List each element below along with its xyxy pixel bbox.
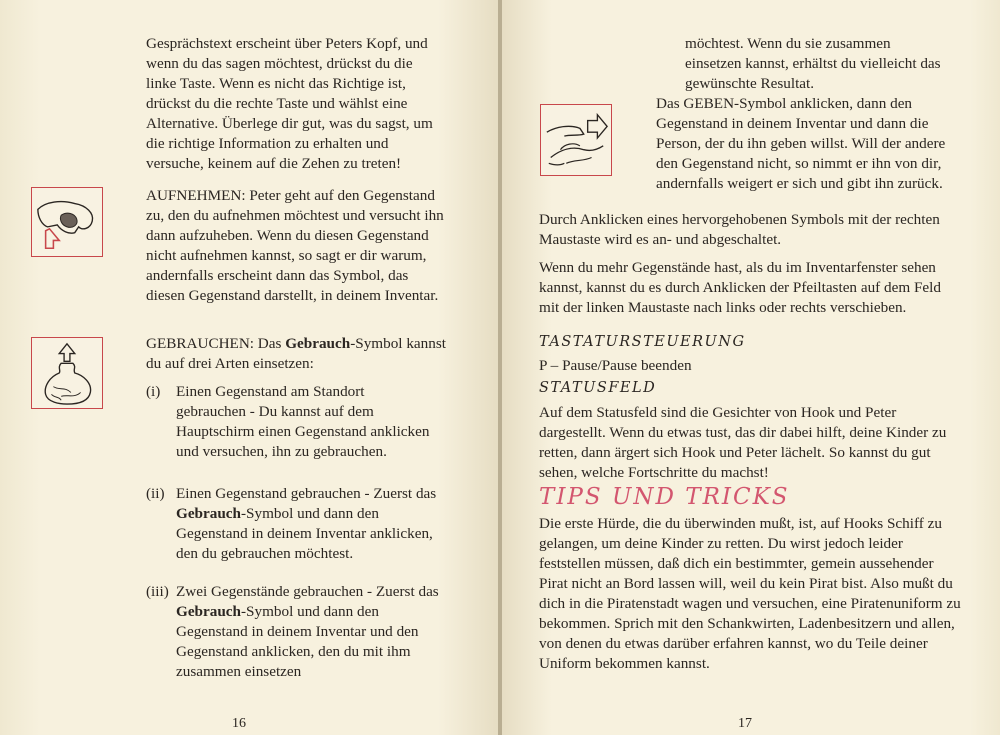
list-item [176,484,438,564]
item-marker: (i) [146,383,161,400]
gebrauch-bold: Gebrauch [285,335,351,352]
page-number: 17 [738,716,752,731]
list-item [176,382,438,462]
right-page [502,0,1000,735]
inventar-paragraph: Wenn du mehr Gegenstände hast, als du im Inventarfenster sehen kannst, kannst du es durch Anklicken der Pfeiltasten auf dem Feld mit der linken Maustaste nach links oder rechts verschieben. [539,259,941,316]
left-page [0,0,498,735]
item-text: Zwei Gegenstände gebrauchen - Zuerst das [176,583,439,600]
tips-text: Die erste Hürde, die du überwinden mußt, ist, auf Hooks Schiff zu gelangen, um deine Kinder zu retten. Du wirst jedoch leider feststellen müssen, daß dich ein bestimmter, gemein aussehender Pirat nicht an Bord lassen will, weil du kein Pirat bist. Also mußt du dich in die Piratenstadt wagen und versuchen, eine Piratenuniform zu bekommen. Sprich mit den Schankwirten, Ladenbesitzern und allen, von denen du etwas darüber erfahren kannst, wo du Teile deiner Uniform bekommen kannst. [539,515,961,672]
geben-paragraph: Das GEBEN-Symbol anklicken, dann den Gegenstand in deinem Inventar und dann die Person, der du ihn geben willst. Will der andere den Gegenstand nicht, so nimmt er ihn von dir, andernfalls weigert er sich und gibt ihn zurück. [656,95,946,192]
continued-paragraph: möchtest. Wenn du sie zusammen einsetzen kannst, erhältst du vielleicht das gewünschte Resultat. [685,35,941,92]
tips-heading: TIPS UND TRICKS [539,484,790,510]
tastatur-text: P – Pause/Pause beenden [539,357,692,374]
tastatur-heading: TASTATURSTEUERUNG [539,334,746,350]
item-bold: Gebrauch [176,505,241,522]
item-bold: Gebrauch [176,603,241,620]
list-item [176,582,444,682]
use-sack-icon [31,337,103,409]
gebrauchen-paragraph [146,334,446,374]
statusfeld-text: Auf dem Statusfeld sind die Gesichter von Hook und Peter dargestellt. Wenn du etwas tust, das dir dabei hilft, deine Kinder zu retten, dann ärgert sich Hook und Peter lächelt. So kannst du gut sehen, welche Fortschritte du machst! [539,404,947,481]
aufnehmen-paragraph: AUFNEHMEN: Peter geht auf den Gegenstand zu, den du aufnehmen möchtest und versucht ihn dann aufzuheben. Wenn du diesen Gegenstand nicht aufnehmen kannst, so sagt er dir warum, andernfalls erscheint dann das Symbol, das diesen Gegenstand darstellt, in deinem Inventar. [146,187,444,304]
item-marker: (ii) [146,485,165,502]
pick-up-hand-icon [31,187,103,257]
item-text-b: -Symbol und dann den Gegenstand in deinem Inventar und den Gegenstand anklicken, den du mit ihm zusammen einsetzen [176,603,419,680]
intro-paragraph: Gesprächstext erscheint über Peters Kopf, und wenn du das sagen möchtest, drückst du die linke Taste. Wenn es nicht das Richtige ist, drückst du die rechte Taste und wählst eine Alternative. Überlege dir gut, was du sagst, um die richtige Information zu erhalten und versuche, keinem auf die Zehen zu treten! [146,35,433,172]
item-text-b: -Symbol und dann den Gegenstand in deinem Inventar anklicken, den du gebrauchen möchtest. [176,505,433,562]
gebrauchen-prefix: GEBRAUCHEN: Das [146,335,286,352]
toggle-paragraph: Durch Anklicken eines hervorgehobenen Symbols mit der rechten Maustaste wird es an- und abgeschaltet. [539,211,940,248]
item-text: Einen Gegenstand gebrauchen - Zuerst das [176,485,437,502]
statusfeld-heading: STATUSFELD [539,380,657,396]
item-text: Einen Gegenstand am Standort gebrauchen - Du kannst auf dem Hauptschirm einen Gegenstand anklicken und versuchen, ihn zu gebrauchen. [176,383,430,460]
item-marker: (iii) [146,583,169,600]
give-hands-icon [540,104,612,176]
gebrauchen-suffix: -Symbol kannst du auf drei Arten einsetzen: [146,335,446,372]
page-number: 16 [232,716,246,731]
